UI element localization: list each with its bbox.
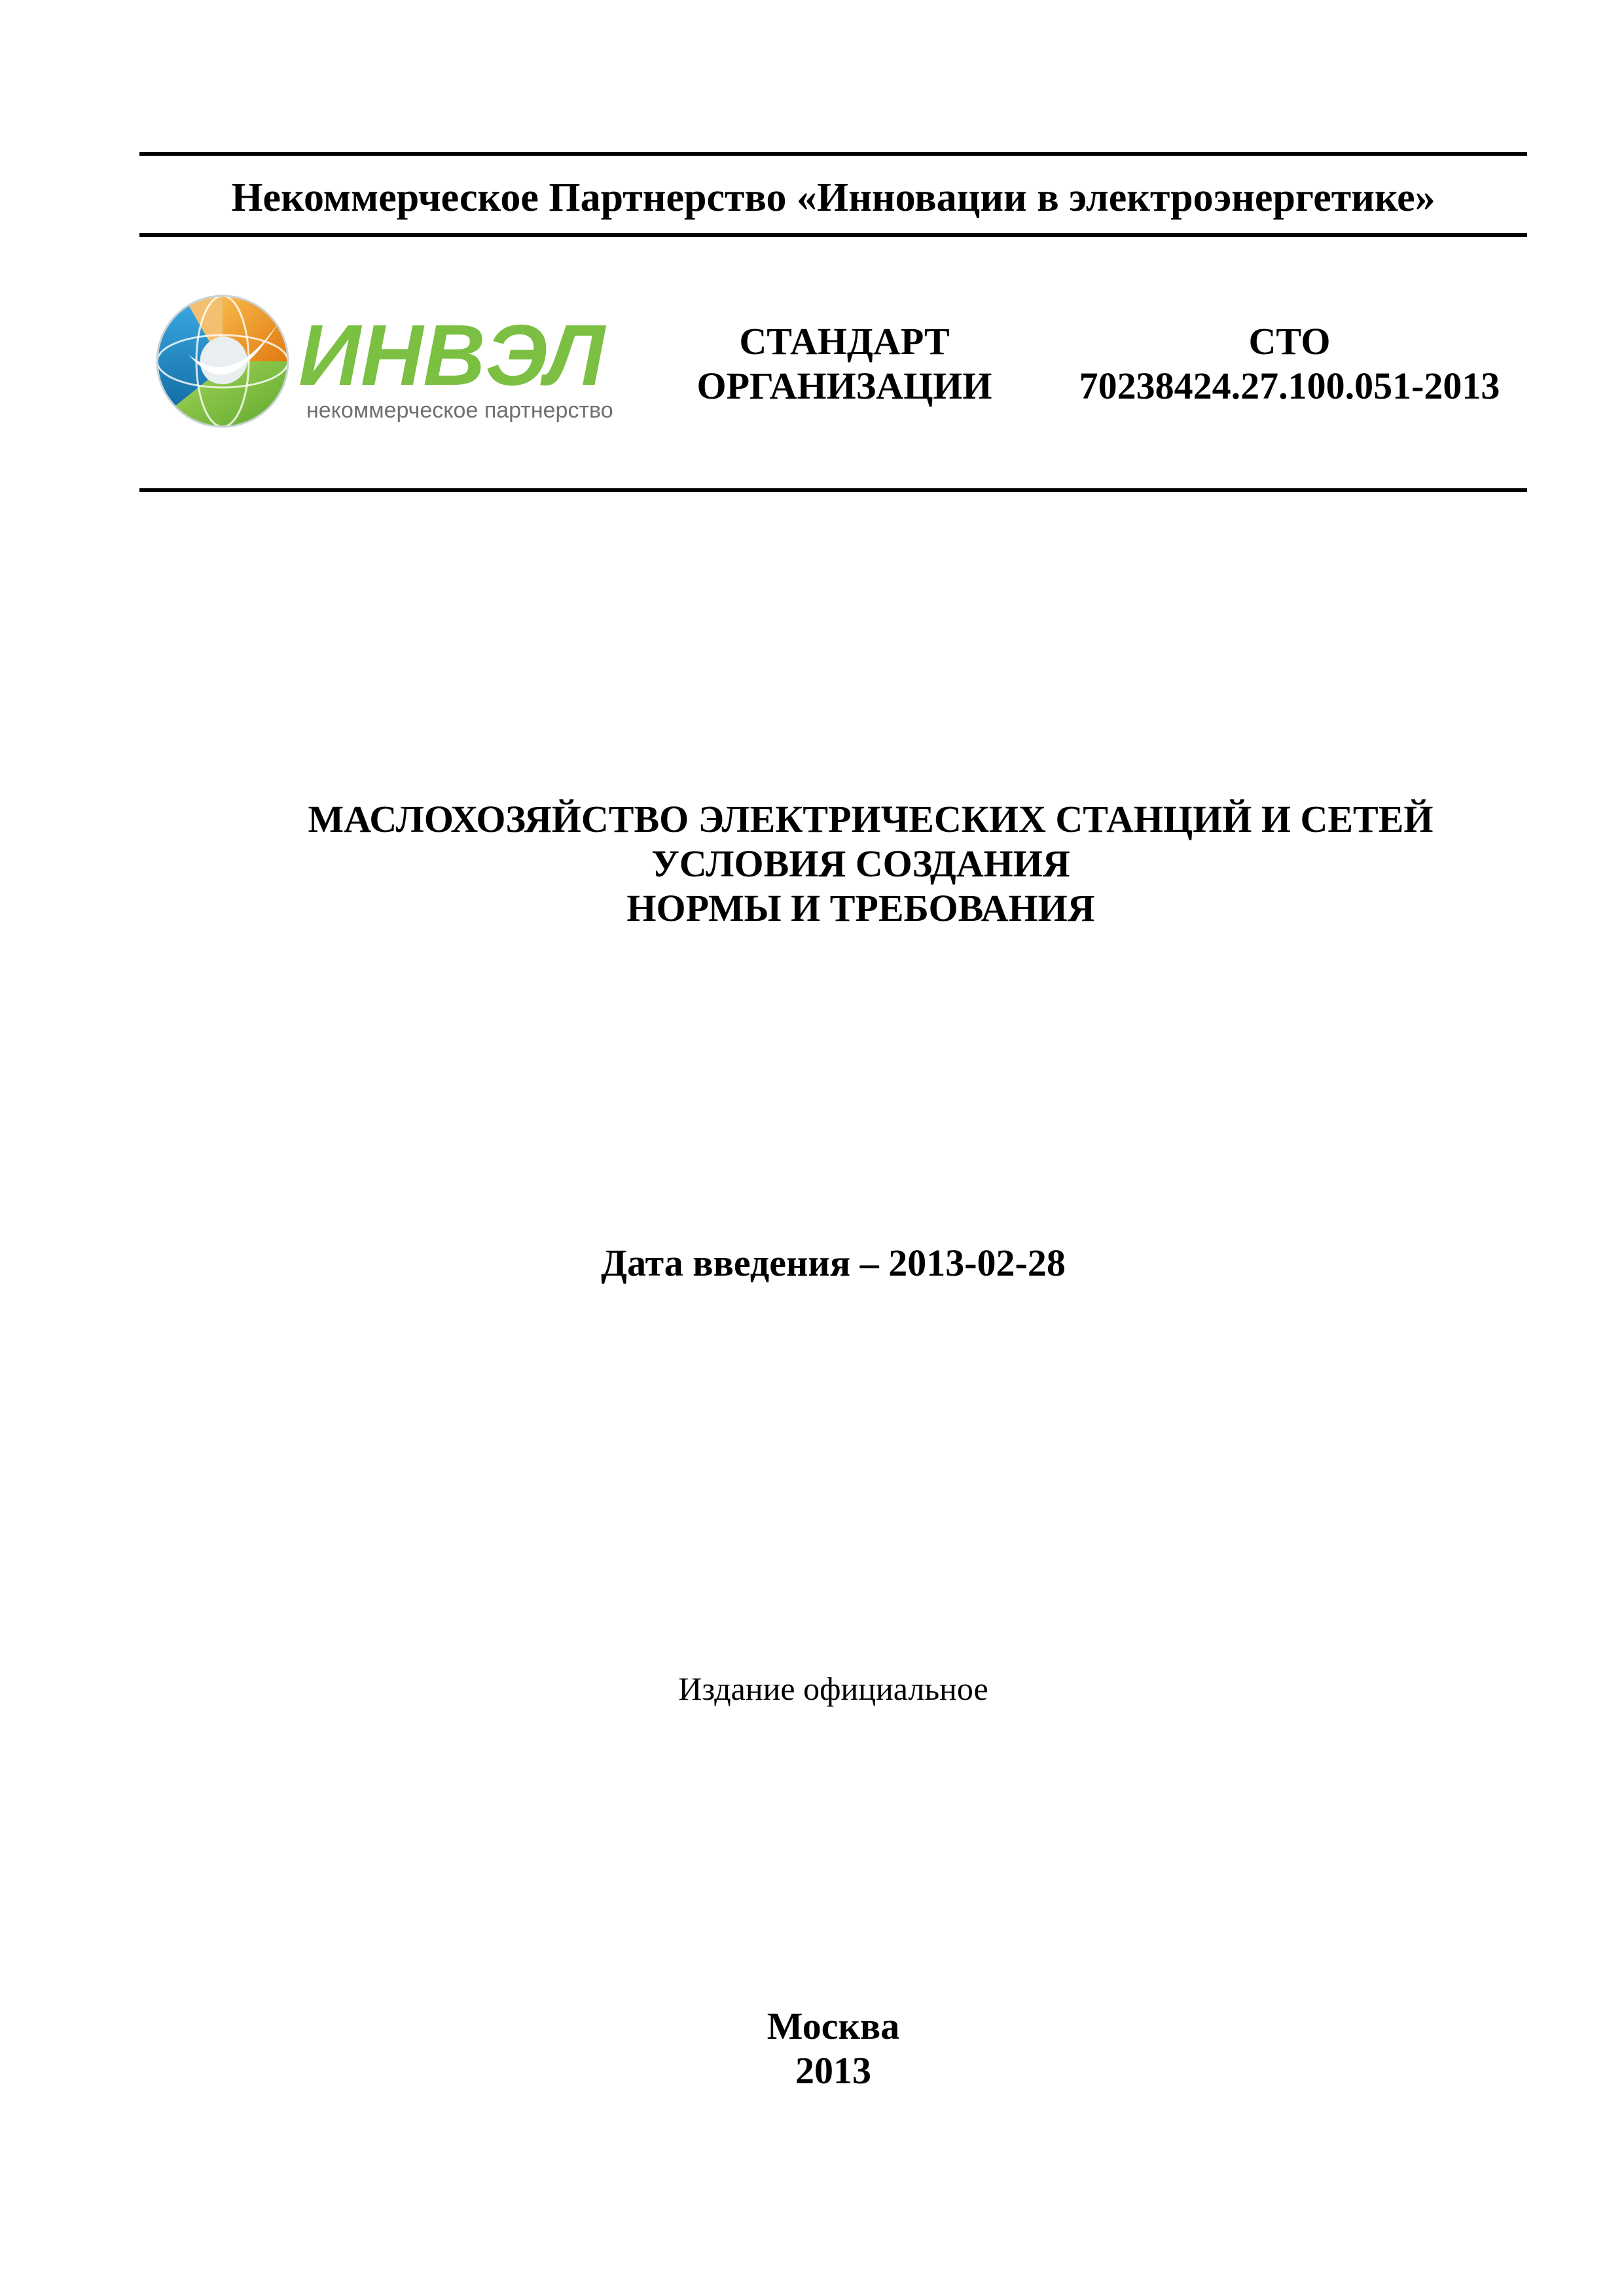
top-rule <box>139 152 1527 156</box>
logo-brand: ИНВЭЛ <box>298 307 605 403</box>
standard-type-line1: СТАНДАРТ <box>739 320 950 363</box>
publication-year: 2013 <box>795 2049 871 2092</box>
standard-type <box>661 319 1028 408</box>
header-bottom-rule <box>139 233 1527 237</box>
title-line-3: НОРМЫ И ТРЕБОВАНИЯ <box>626 887 1095 929</box>
title-line-1: МАСЛОХОЗЯЙСТВО ЭЛЕКТРИЧЕСКИХ СТАНЦИЙ И СЕТЕЙ <box>308 798 1434 840</box>
logo-tagline: некоммерческое партнерство <box>306 398 613 423</box>
title-line-2: УСЛОВИЯ СОЗДАНИЯ <box>651 842 1070 885</box>
standard-code: 70238424.27.100.051-2013 <box>1079 365 1500 407</box>
publication-city: Москва <box>767 2005 900 2047</box>
logo-bottom-rule <box>139 488 1527 492</box>
organization-header: Некоммерческое Партнерство «Инновации в электроэнергетике» <box>231 175 1435 220</box>
publication-place-year <box>139 2004 1527 2093</box>
introduction-date: Дата введения – 2013-02-28 <box>601 1242 1066 1284</box>
logo <box>149 281 673 439</box>
standard-type-line2: ОРГАНИЗАЦИИ <box>696 365 992 407</box>
globe-icon <box>149 281 673 439</box>
standard-abbr: СТО <box>1248 320 1331 363</box>
edition-note: Издание официальное <box>678 1670 988 1707</box>
document-title <box>196 797 1525 931</box>
standard-number <box>1054 319 1525 408</box>
